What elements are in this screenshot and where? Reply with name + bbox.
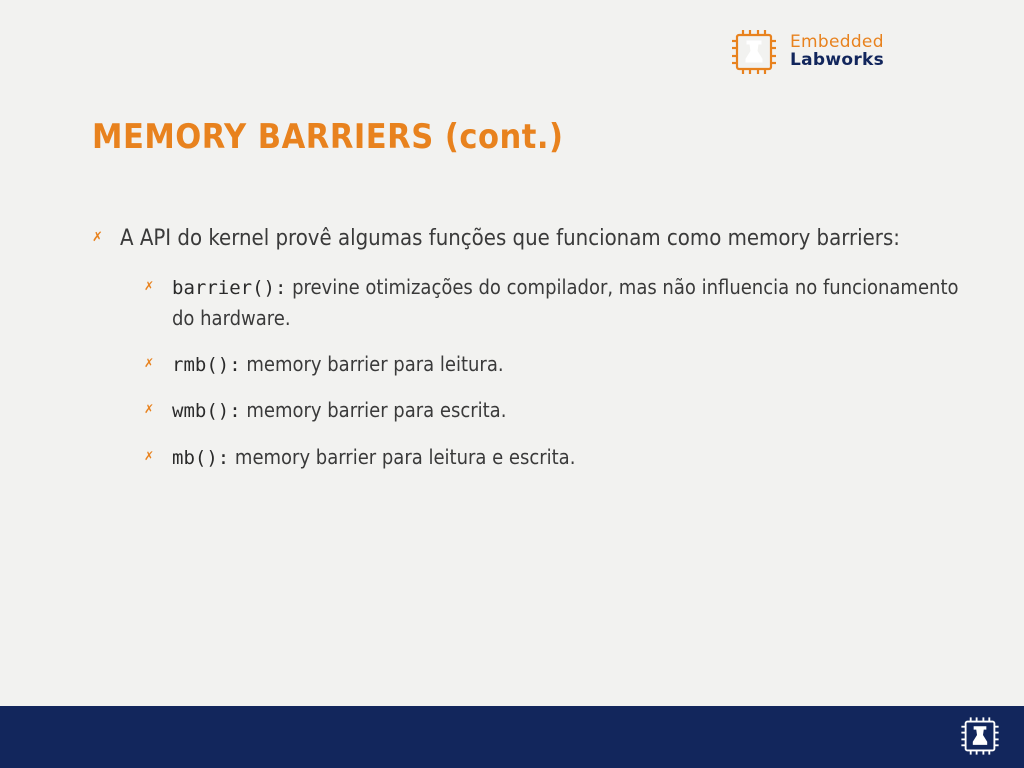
list-item — [144, 442, 972, 473]
logo-line-embedded: Embedded — [790, 32, 884, 53]
bullet-marker-icon: ✗ — [144, 279, 155, 294]
bullet-text — [172, 395, 962, 426]
bullet-text — [172, 349, 962, 380]
bullet-marker-icon: ✗ — [92, 230, 103, 245]
bullet-description: previne otimizações do compilador, mas não influencia no funcionamento do hardware. — [172, 275, 959, 330]
chip-icon — [728, 26, 780, 78]
bullet-description: memory barrier para escrita. — [240, 398, 507, 423]
brand-logo — [728, 26, 884, 78]
code-token: rmb(): — [172, 353, 241, 376]
code-token: mb(): — [172, 446, 230, 469]
bullet-marker-icon: ✗ — [144, 402, 155, 417]
code-token: wmb(): — [172, 400, 241, 423]
bullet-text — [172, 442, 962, 473]
page-title: MEMORY BARRIERS (cont.) — [92, 117, 564, 157]
bullet-marker-icon: ✗ — [144, 448, 155, 463]
list-item — [144, 395, 972, 426]
sub-list — [144, 272, 972, 472]
list-item — [92, 222, 972, 256]
footer-bar — [0, 706, 1024, 768]
bullet-description: memory barrier para leitura e escrita. — [229, 444, 576, 469]
slide-content — [92, 222, 972, 488]
code-token: barrier(): — [172, 277, 287, 300]
list-item — [144, 272, 972, 333]
bullet-text — [172, 272, 962, 333]
bullet-marker-icon: ✗ — [144, 355, 155, 370]
chip-icon — [958, 714, 1002, 758]
logo-line-labworks: Labworks — [790, 50, 885, 70]
list-item — [144, 349, 972, 380]
bullet-description: memory barrier para leitura. — [240, 351, 504, 376]
bullet-text: A API do kernel provê algumas funções que funcionam como memory barriers: — [120, 226, 900, 251]
